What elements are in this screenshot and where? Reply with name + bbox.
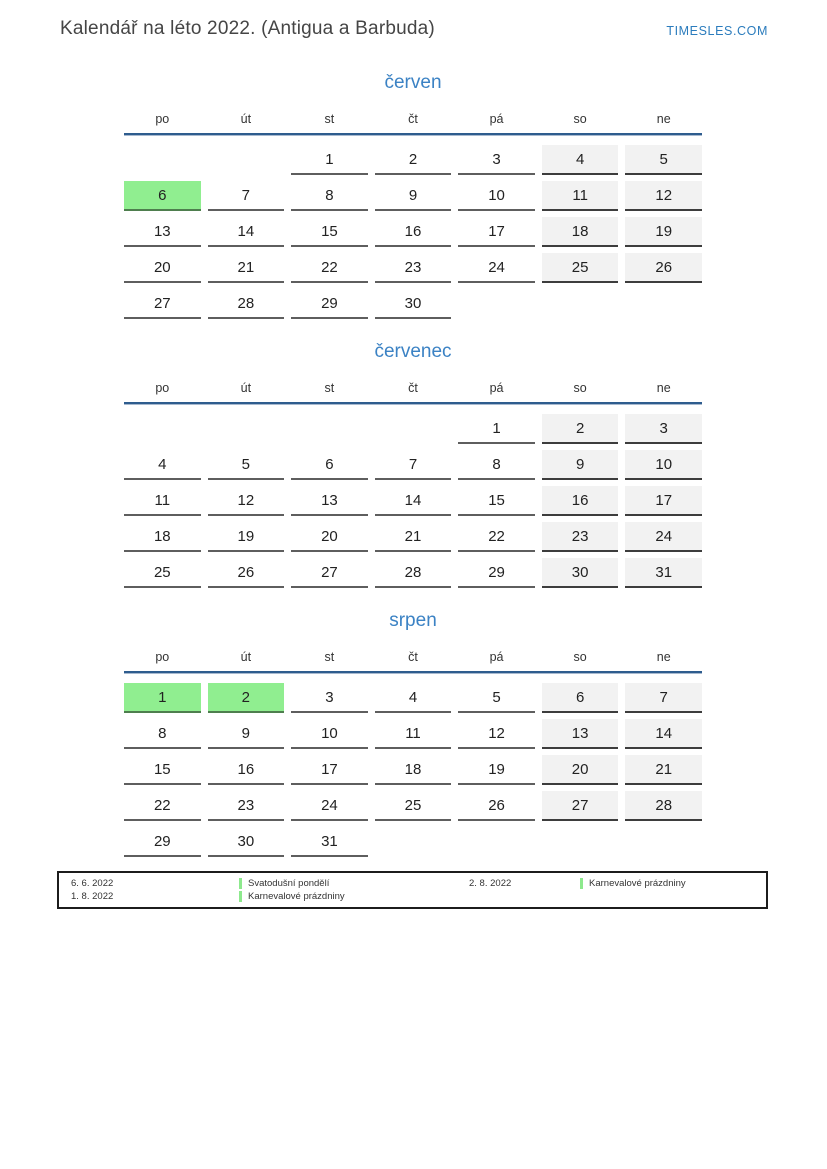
day-cell-weekend: 18 bbox=[542, 217, 619, 247]
day-cell: 4 bbox=[124, 450, 201, 480]
day-cell: 23 bbox=[375, 253, 452, 283]
day-cell: 16 bbox=[208, 755, 285, 785]
day-cell: 8 bbox=[458, 450, 535, 480]
day-cell: 28 bbox=[208, 289, 285, 319]
day-cell: 25 bbox=[375, 791, 452, 821]
day-cell: 16 bbox=[375, 217, 452, 247]
day-cell: 12 bbox=[208, 486, 285, 516]
legend-label: Karnevalové prázdniny bbox=[248, 891, 345, 902]
day-cell-weekend: 24 bbox=[625, 522, 702, 552]
day-cell-weekend: 6 bbox=[542, 683, 619, 713]
day-cell-weekend: 30 bbox=[542, 558, 619, 588]
day-cell: 29 bbox=[124, 827, 201, 857]
day-cell-weekend: 31 bbox=[625, 558, 702, 588]
day-cell-weekend: 13 bbox=[542, 719, 619, 749]
day-cell-empty bbox=[542, 827, 619, 855]
day-cell: 12 bbox=[458, 719, 535, 749]
day-cell: 22 bbox=[458, 522, 535, 552]
day-cell: 6 bbox=[291, 450, 368, 480]
day-cell-empty bbox=[291, 414, 368, 442]
day-cell-empty bbox=[124, 414, 201, 442]
legend-label: Svatodušní pondělí bbox=[248, 878, 330, 889]
day-cell: 17 bbox=[458, 217, 535, 247]
day-cell-weekend: 10 bbox=[625, 450, 702, 480]
day-cell-empty bbox=[625, 827, 702, 855]
day-cell: 19 bbox=[458, 755, 535, 785]
weekday-header: pá bbox=[489, 112, 504, 126]
month-title: červenec bbox=[374, 341, 452, 362]
day-cell-weekend: 5 bbox=[625, 145, 702, 175]
legend-box bbox=[57, 871, 768, 909]
day-cell-weekend: 16 bbox=[542, 486, 619, 516]
weekday-header: po bbox=[155, 381, 170, 395]
day-cell: 11 bbox=[375, 719, 452, 749]
day-cell-weekend: 21 bbox=[625, 755, 702, 785]
day-cell: 13 bbox=[124, 217, 201, 247]
month-calendar bbox=[124, 339, 702, 588]
day-cell: 1 bbox=[291, 145, 368, 175]
legend-date: 6. 6. 2022 bbox=[71, 878, 114, 889]
days-grid bbox=[124, 145, 702, 319]
weekday-header: čt bbox=[408, 112, 418, 126]
day-cell: 30 bbox=[208, 827, 285, 857]
legend-entry bbox=[71, 877, 345, 890]
day-cell: 29 bbox=[458, 558, 535, 588]
day-cell-weekend: 26 bbox=[625, 253, 702, 283]
day-cell-empty bbox=[542, 289, 619, 317]
header-rule bbox=[124, 133, 702, 136]
day-cell: 13 bbox=[291, 486, 368, 516]
day-cell: 8 bbox=[291, 181, 368, 211]
day-cell-weekend: 9 bbox=[542, 450, 619, 480]
weekday-header: po bbox=[155, 650, 170, 664]
days-grid bbox=[124, 414, 702, 588]
holiday-marker-icon bbox=[580, 878, 583, 889]
weekday-header: pá bbox=[489, 381, 504, 395]
day-cell: 24 bbox=[291, 791, 368, 821]
weekday-header-row bbox=[124, 379, 702, 397]
day-cell: 27 bbox=[291, 558, 368, 588]
weekday-header: ne bbox=[656, 381, 671, 395]
weekday-header: út bbox=[240, 381, 252, 395]
day-cell-holiday: 6 bbox=[124, 181, 201, 211]
day-cell: 5 bbox=[458, 683, 535, 713]
day-cell: 19 bbox=[208, 522, 285, 552]
page-title: Kalendář na léto 2022. (Antigua a Barbuda) bbox=[60, 18, 435, 39]
legend-label: Karnevalové prázdniny bbox=[589, 878, 686, 889]
weekday-header: čt bbox=[408, 381, 418, 395]
day-cell-empty bbox=[458, 289, 535, 317]
legend-date: 2. 8. 2022 bbox=[469, 878, 512, 889]
header-rule bbox=[124, 402, 702, 405]
day-cell: 21 bbox=[208, 253, 285, 283]
day-cell: 10 bbox=[291, 719, 368, 749]
day-cell-empty bbox=[208, 414, 285, 442]
day-cell: 5 bbox=[208, 450, 285, 480]
day-cell: 1 bbox=[458, 414, 535, 444]
day-cell: 27 bbox=[124, 289, 201, 319]
legend-date: 1. 8. 2022 bbox=[71, 891, 114, 902]
weekday-header: út bbox=[240, 650, 252, 664]
day-cell: 28 bbox=[375, 558, 452, 588]
day-cell-weekend: 17 bbox=[625, 486, 702, 516]
day-cell: 9 bbox=[375, 181, 452, 211]
weekday-header: so bbox=[573, 650, 587, 664]
day-cell: 30 bbox=[375, 289, 452, 319]
day-cell: 3 bbox=[458, 145, 535, 175]
day-cell: 3 bbox=[291, 683, 368, 713]
legend-entry bbox=[71, 890, 345, 903]
day-cell-weekend: 14 bbox=[625, 719, 702, 749]
day-cell: 17 bbox=[291, 755, 368, 785]
month-title: červen bbox=[384, 72, 442, 93]
weekday-header: so bbox=[573, 112, 587, 126]
day-cell: 14 bbox=[208, 217, 285, 247]
day-cell: 4 bbox=[375, 683, 452, 713]
day-cell: 22 bbox=[124, 791, 201, 821]
day-cell: 15 bbox=[124, 755, 201, 785]
day-cell-empty bbox=[375, 414, 452, 442]
weekday-header: st bbox=[324, 650, 335, 664]
month-title: srpen bbox=[389, 610, 437, 631]
legend-entry bbox=[469, 877, 686, 890]
day-cell-holiday: 1 bbox=[124, 683, 201, 713]
day-cell: 18 bbox=[124, 522, 201, 552]
day-cell: 25 bbox=[124, 558, 201, 588]
day-cell-weekend: 2 bbox=[542, 414, 619, 444]
day-cell: 10 bbox=[458, 181, 535, 211]
day-cell-weekend: 20 bbox=[542, 755, 619, 785]
day-cell-holiday: 2 bbox=[208, 683, 285, 713]
weekday-header: po bbox=[155, 112, 170, 126]
day-cell: 23 bbox=[208, 791, 285, 821]
month-calendar bbox=[124, 70, 702, 319]
day-cell-weekend: 4 bbox=[542, 145, 619, 175]
weekday-header-row bbox=[124, 110, 702, 128]
header-rule bbox=[124, 671, 702, 674]
day-cell-weekend: 7 bbox=[625, 683, 702, 713]
day-cell-empty bbox=[208, 145, 285, 173]
day-cell: 14 bbox=[375, 486, 452, 516]
legend-column-right bbox=[469, 877, 686, 890]
day-cell-empty bbox=[625, 289, 702, 317]
day-cell: 9 bbox=[208, 719, 285, 749]
weekday-header: čt bbox=[408, 650, 418, 664]
legend-column-left bbox=[71, 877, 345, 903]
weekday-header: st bbox=[324, 381, 335, 395]
day-cell: 26 bbox=[208, 558, 285, 588]
day-cell: 7 bbox=[208, 181, 285, 211]
holiday-marker-icon bbox=[239, 878, 242, 889]
day-cell-weekend: 27 bbox=[542, 791, 619, 821]
weekday-header: so bbox=[573, 381, 587, 395]
day-cell: 22 bbox=[291, 253, 368, 283]
day-cell: 15 bbox=[458, 486, 535, 516]
day-cell-weekend: 25 bbox=[542, 253, 619, 283]
day-cell: 11 bbox=[124, 486, 201, 516]
day-cell: 24 bbox=[458, 253, 535, 283]
day-cell: 2 bbox=[375, 145, 452, 175]
month-calendar bbox=[124, 608, 702, 857]
day-cell-empty bbox=[375, 827, 452, 855]
day-cell: 21 bbox=[375, 522, 452, 552]
day-cell: 31 bbox=[291, 827, 368, 857]
day-cell: 8 bbox=[124, 719, 201, 749]
day-cell-weekend: 23 bbox=[542, 522, 619, 552]
holiday-marker-icon bbox=[239, 891, 242, 902]
day-cell: 7 bbox=[375, 450, 452, 480]
day-cell-empty bbox=[124, 145, 201, 173]
day-cell-empty bbox=[458, 827, 535, 855]
day-cell-weekend: 19 bbox=[625, 217, 702, 247]
weekday-header: st bbox=[324, 112, 335, 126]
site-link[interactable]: TIMESLES.COM bbox=[666, 24, 768, 38]
weekday-header: út bbox=[240, 112, 252, 126]
weekday-header: pá bbox=[489, 650, 504, 664]
days-grid bbox=[124, 683, 702, 857]
weekday-header: ne bbox=[656, 112, 671, 126]
day-cell-weekend: 3 bbox=[625, 414, 702, 444]
day-cell-weekend: 12 bbox=[625, 181, 702, 211]
weekday-header: ne bbox=[656, 650, 671, 664]
day-cell: 29 bbox=[291, 289, 368, 319]
day-cell: 20 bbox=[291, 522, 368, 552]
day-cell: 15 bbox=[291, 217, 368, 247]
day-cell: 26 bbox=[458, 791, 535, 821]
day-cell-weekend: 11 bbox=[542, 181, 619, 211]
day-cell: 18 bbox=[375, 755, 452, 785]
day-cell-weekend: 28 bbox=[625, 791, 702, 821]
day-cell: 20 bbox=[124, 253, 201, 283]
weekday-header-row bbox=[124, 648, 702, 666]
